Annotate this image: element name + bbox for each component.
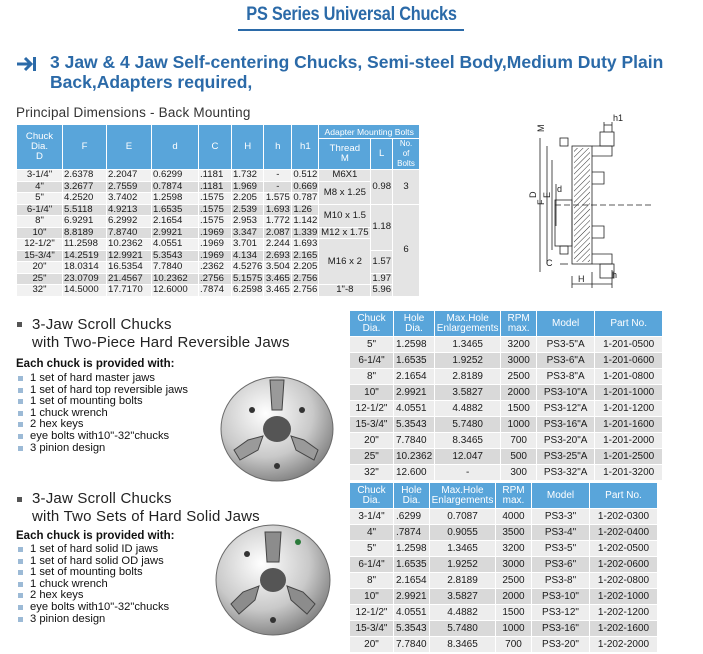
provided-item: eye bolts with10"-32"chucks [16,431,188,443]
spec-cell: 5" [350,541,394,557]
spec-cell: 1-201-1600 [595,417,663,433]
spec-cell: 1-202-1000 [590,589,658,605]
spec-cell: 1-202-0300 [590,509,658,525]
spec-cell: 2000 [501,385,537,401]
dims-cell: 5.3543 [152,250,199,262]
spec-cell: 1-201-1000 [595,385,663,401]
dims-cell-chuck: 20" [17,262,63,274]
dims-cell: 16.5354 [107,262,152,274]
dims-cell: 1.339 [293,226,318,238]
spec-cell: 5.7480 [430,621,496,637]
provided-item: 1 set of mounting bolts [16,396,188,408]
dims-cell-thread: M6X1 [319,170,371,182]
dims-cell-chuck: 15-3/4" [17,250,63,262]
label-D: D [528,191,538,198]
spec-cell: - [435,465,501,481]
spec-cell: 10" [350,385,394,401]
t1-col-max: Max.Hole Enlargements [435,311,501,337]
spec-cell: 1-202-2000 [590,637,658,653]
dims-cell: 7.7840 [152,262,199,274]
spec-cell: 700 [501,433,537,449]
t2-col-hole: Hole Dia. [394,483,430,509]
provided-item: 1 set of hard solid ID jaws [16,544,169,556]
col-F: F [63,125,107,170]
spec-cell: 3-1/4" [350,509,394,525]
dims-cell: 4.5276 [233,261,263,273]
spec-row [350,557,658,573]
dims-cell: 7.8740 [107,227,152,239]
spec-cell: 4.4882 [430,605,496,621]
section2-provided: Each chuck is provided with: [16,530,175,542]
dims-cell: 1.26 [292,204,319,216]
spec-cell: 12.047 [435,449,501,465]
spec-cell: 1.9252 [435,353,501,369]
spec-row [350,337,663,353]
t2-col-chuck: Chuck Dia. [350,483,394,509]
dims-cell: 2.165 [293,249,318,261]
dims-cell-thread: M12 x 1.75 [319,227,371,239]
t2-col-model: Model [532,483,590,509]
dims-cell-L: 0.98 [371,170,393,205]
dims-cell: 0.787 [293,192,318,204]
spec-cell: 8.3465 [435,433,501,449]
dims-cell: 2.7559 [107,181,152,193]
spec-cell: 1-202-0500 [590,541,658,557]
spec-cell: 1-201-0500 [595,337,663,353]
spec-cell: 7.7840 [394,433,435,449]
dims-cell: 2.756 [293,284,318,296]
spec-cell: 1.3465 [430,541,496,557]
provided-item: 1 chuck wrench [16,579,169,591]
dims-cell: 14.5000 [63,285,107,297]
col-h: h [264,125,292,170]
t1-col-rpm: RPM max. [501,311,537,337]
spec-cell: PS3-5"A [537,337,595,353]
spec-cell: 700 [496,637,532,653]
dims-cell: 4.2520 [63,193,107,205]
spec-cell: 1.2598 [394,337,435,353]
dims-cell-bolts: 6 [393,204,420,296]
dims-cell: 2.953 [232,216,264,228]
dims-cell: 0.669 [293,180,318,192]
dims-cell-thread: M16 x 2 [319,239,371,285]
dims-cell: .1575 [199,216,232,228]
spec-cell: 32" [350,465,394,481]
dims-cell: 1.6535 [152,204,199,216]
spec-cell: 1-202-0800 [590,573,658,589]
dims-cell: .7874 [199,285,232,297]
spec-cell: 8.3465 [430,637,496,653]
dims-cell-thread: M8 x 1.25 [319,181,371,204]
dims-cell-chuck: 25" [17,273,63,285]
spec-cell: 2.9921 [394,589,430,605]
provided-item: 1 set of mounting bolts [16,567,169,579]
spec-cell: 10" [350,589,394,605]
spec-cell: 1.3465 [435,337,501,353]
dims-cell: 2.539 [232,204,264,216]
spec-cell: 3500 [496,525,532,541]
spec-cell: PS3-4" [532,525,590,541]
dims-cell: 6.2598 [233,284,263,296]
spec-cell: 1500 [501,401,537,417]
dims-cell-chuck: 12-1/2" [17,239,63,251]
spec-cell: 1-201-1200 [595,401,663,417]
spec-cell: 2000 [496,589,532,605]
dims-cell: 1.142 [293,215,318,227]
col-C: C [199,125,232,170]
dims-cell-chuck: 5" [17,193,63,205]
label-H: H [578,274,585,284]
spec-cell: 20" [350,637,394,653]
dims-cell: - [264,170,292,182]
dims-cell: 2.205 [232,193,264,205]
chuck-photo-solid-jaws [213,520,333,640]
dims-cell: 8.8189 [63,227,107,239]
dims-cell: 3.465 [265,284,290,296]
dims-cell: 2.1654 [152,216,199,228]
spec-row [350,401,663,417]
section1-title: 3-Jaw Scroll Chucks with Two-Piece Hard Reversible Jaws [32,316,290,351]
spec-cell: 15-3/4" [350,417,394,433]
spec-cell: 4.0551 [394,605,430,621]
spec-cell: 1.6535 [394,353,435,369]
spec-row [350,433,663,449]
t1-col-chuck: Chuck Dia. [350,311,394,337]
dims-cell: 3.347 [232,227,264,239]
dims-cell-L: 1.18 [371,204,393,250]
spec-cell: 4" [350,525,394,541]
spec-cell: 12.600 [394,465,435,481]
spec-cell: PS3-8"A [537,369,595,385]
spec-cell: 4.4882 [435,401,501,417]
dims-cell: 0.7874 [152,181,199,193]
section1-bullet [17,322,22,327]
spec-cell: 5.3543 [394,417,435,433]
spec-cell: 25" [350,449,394,465]
section2-title: 3-Jaw Scroll Chucks with Two Sets of Hard Solid Jaws [32,490,260,525]
dims-cell-chuck: 10" [17,227,63,239]
spec-cell: 2.1654 [394,573,430,589]
dims-cell: 2.205 [293,261,318,273]
section-heading: 3 Jaw & 4 Jaw Self-centering Chucks, Semi-steel Body,Medium Duty Plain Back,Adapters required, [50,52,664,92]
spec-cell: 3000 [501,353,537,369]
spec-cell: 4.0551 [394,401,435,417]
dims-cell: 2.693 [265,249,290,261]
provided-item: 2 hex keys [16,419,188,431]
spec-cell: 3000 [496,557,532,573]
spec-cell: .6299 [394,509,430,525]
spec-cell: 20" [350,433,394,449]
spec-cell: PS3-8" [532,573,590,589]
spec-cell: 2.1654 [394,369,435,385]
spec-row [350,465,663,481]
dims-cell: 1.2598 [152,193,199,205]
dims-cell: 1.693 [265,203,290,215]
dims-cell-chuck: 8" [17,216,63,228]
dims-cell: 2.244 [265,238,290,250]
dims-cell: .1969 [199,239,232,251]
spec-cell: 1-201-2000 [595,433,663,449]
t2-col-part: Part No. [590,483,658,509]
spec-row [350,369,663,385]
dimensions-table [16,124,420,297]
spec-cell: 7.7840 [394,637,430,653]
col-d: d [152,125,199,170]
spec-cell: PS3-3" [532,509,590,525]
provided-item: 3 pinion design [16,614,169,626]
dims-cell: .2756 [199,273,232,285]
dimensions-label: Principal Dimensions - Back Mounting [16,105,251,120]
dims-cell: 6.9291 [63,216,107,228]
spec-row [350,417,663,433]
provided-item: 1 set of hard master jaws [16,373,188,385]
spec-row [350,525,658,541]
chuck-photo [218,370,336,488]
dims-cell: 2.6378 [63,170,107,182]
page-title: PS Series Universal Chucks [246,4,457,25]
chuck-drawing [500,112,690,292]
spec-cell: 8" [350,369,394,385]
col-E: E [107,125,152,170]
dims-cell-L: 1.57 [371,250,393,273]
provided-item: 1 chuck wrench [16,408,188,420]
label-d: d [557,184,563,194]
section1-list [16,373,188,454]
spec-table-2 [349,482,658,653]
dims-cell: 5.1575 [233,272,263,284]
dims-row [17,170,420,182]
dims-cell-chuck: 6-1/4" [17,204,63,216]
spec-cell: PS3-10" [532,589,590,605]
spec-cell: 1.6535 [394,557,430,573]
spec-cell: PS3-20" [532,637,590,653]
spec-cell: 1-201-2500 [595,449,663,465]
dims-cell: 1.575 [265,192,290,204]
spec-row [350,589,658,605]
spec-cell: 1.2598 [394,541,430,557]
dims-cell: 2.9921 [152,227,199,239]
dims-cell: - [264,181,292,193]
dims-cell-chuck: 4" [17,181,63,193]
dims-cell-chuck: 32" [17,285,63,297]
dims-cell: .1969 [199,227,232,239]
spec-cell: 5.7480 [435,417,501,433]
spec-cell: PS3-32"A [537,465,595,481]
dims-cell: 2.2047 [107,170,152,182]
spec-cell: 2.9921 [394,385,435,401]
spec-cell: 1.9252 [430,557,496,573]
title-underline [238,29,464,31]
spec-cell: PS3-16"A [537,417,595,433]
spec-cell: 3200 [501,337,537,353]
dims-cell: .1575 [199,193,232,205]
spec-cell: 15-3/4" [350,621,394,637]
spec-cell: 500 [501,449,537,465]
dims-cell: .1969 [199,250,232,262]
dims-cell: 3.7402 [107,193,152,205]
t1-col-hole: Hole Dia. [394,311,435,337]
section1-provided: Each chuck is provided with: [16,358,175,370]
dims-cell: 5.5118 [63,204,107,216]
spec-cell: PS3-12"A [537,401,595,417]
dims-cell: 3.504 [265,261,290,273]
spec-cell: PS3-20"A [537,433,595,449]
spec-cell: 4000 [496,509,532,525]
spec-cell: 5.3543 [394,621,430,637]
provided-item: 2 hex keys [16,590,169,602]
col-adapter: Adapter Mounting Bolts [319,125,420,139]
section2-list [16,544,169,625]
section2-bullet [17,497,22,502]
spec-cell: PS3-6" [532,557,590,573]
spec-row [350,637,658,653]
dims-cell: .1575 [199,204,232,216]
dims-cell: 12.9921 [107,250,152,262]
spec-cell: 2500 [501,369,537,385]
dims-cell: .2362 [199,262,232,274]
spec-row [350,509,658,525]
spec-cell: 6-1/4" [350,557,394,573]
dims-cell: 18.0314 [63,262,107,274]
dims-row [17,204,420,216]
dims-cell: 4.134 [232,250,264,262]
dims-cell: 17.7170 [107,285,152,297]
dims-row [17,181,420,193]
dims-cell: 3.701 [232,239,264,251]
spec-row [350,573,658,589]
dims-cell: 0.6299 [152,170,199,182]
spec-cell: PS3-25"A [537,449,595,465]
spec-cell: 1000 [501,417,537,433]
col-h1: h1 [292,125,319,170]
label-M: M [536,124,546,132]
spec-row [350,621,658,637]
dims-cell: 1.969 [232,181,264,193]
t2-col-max: Max.Hole Enlargements [430,483,496,509]
t1-col-model: Model [537,311,595,337]
label-C: C [546,258,553,268]
spec-table-1 [349,310,663,481]
provided-item: eye bolts with10"-32"chucks [16,602,169,614]
spec-cell: .7874 [394,525,430,541]
dims-cell-thread: M10 x 1.5 [319,204,371,227]
arrow-bar-icon [16,55,38,73]
spec-row [350,605,658,621]
spec-row [350,353,663,369]
dims-cell: 4.0551 [152,239,199,251]
spec-cell: 12-1/2" [350,401,394,417]
spec-cell: 1-202-0600 [590,557,658,573]
dims-row [17,239,420,251]
spec-cell: PS3-6"A [537,353,595,369]
spec-cell: 1-201-0600 [595,353,663,369]
dims-cell: 21.4567 [107,273,152,285]
spec-cell: 5" [350,337,394,353]
dims-cell-L: 1.97 [372,272,392,284]
dims-cell: 23.0709 [63,273,107,285]
label-E: E [542,191,552,198]
dims-cell: 0.512 [293,169,318,181]
col-H: H [232,125,264,170]
spec-cell: 2500 [496,573,532,589]
dims-cell: 1.772 [265,215,290,227]
spec-cell: 0.7087 [430,509,496,525]
dims-row [17,227,420,239]
t2-col-rpm: RPM max. [496,483,532,509]
spec-cell: PS3-5" [532,541,590,557]
spec-cell: 3.5827 [430,589,496,605]
spec-cell: 3200 [496,541,532,557]
dims-cell: .1181 [199,170,232,182]
spec-cell: 1500 [496,605,532,621]
spec-cell: 1-202-1600 [590,621,658,637]
dims-cell-bolts: 3 [393,170,420,205]
spec-row [350,541,658,557]
dims-cell: 10.2362 [152,273,199,285]
label-h: h [612,270,618,280]
spec-cell: 10.2362 [394,449,435,465]
dims-row [17,285,420,297]
dims-cell: 2.087 [265,226,290,238]
spec-row [350,449,663,465]
spec-cell: 2.8189 [430,573,496,589]
dims-cell-chuck: 3-1/4" [17,170,63,182]
spec-cell: 3.5827 [435,385,501,401]
dims-cell: .1181 [199,181,232,193]
dims-cell: 14.2519 [63,250,107,262]
dims-cell: 1.732 [232,170,264,182]
col-thread: Thread M [319,139,371,170]
dims-cell-L: 5.96 [372,284,392,296]
spec-cell: 1-202-0400 [590,525,658,541]
spec-cell: 12-1/2" [350,605,394,621]
col-bolts: No. of Bolts [393,139,420,170]
label-h1: h1 [613,113,624,123]
t1-col-part: Part No. [595,311,663,337]
dims-cell: 12.6000 [152,285,199,297]
spec-cell: 6-1/4" [350,353,394,369]
spec-cell: 1-202-1200 [590,605,658,621]
provided-item: 3 pinion design [16,443,188,455]
dims-cell-thread: 1"-8 [319,285,371,297]
dims-cell: 3.2677 [63,181,107,193]
spec-cell: 1000 [496,621,532,637]
spec-row [350,385,663,401]
spec-cell: 1-201-3200 [595,465,663,481]
dims-cell: 1.693 [293,238,318,250]
provided-item: 1 set of hard solid OD jaws [16,556,169,568]
spec-cell: PS3-16" [532,621,590,637]
dims-cell: 6.2992 [107,216,152,228]
spec-cell: PS3-10"A [537,385,595,401]
spec-cell: 1-201-0800 [595,369,663,385]
spec-cell: 2.8189 [435,369,501,385]
col-chuck-dia: Chuck Dia. D [17,125,63,170]
dims-cell: 4.9213 [107,204,152,216]
col-L: L [371,139,393,170]
label-F: F [536,199,546,205]
spec-cell: 8" [350,573,394,589]
spec-cell: 300 [501,465,537,481]
spec-cell: 0.9055 [430,525,496,541]
spec-cell: PS3-12" [532,605,590,621]
dims-cell: 10.2362 [107,239,152,251]
dims-cell: 11.2598 [63,239,107,251]
dims-cell: 3.465 [265,272,290,284]
dims-cell: 2.756 [293,272,318,284]
provided-item: 1 set of hard top reversible jaws [16,385,188,397]
